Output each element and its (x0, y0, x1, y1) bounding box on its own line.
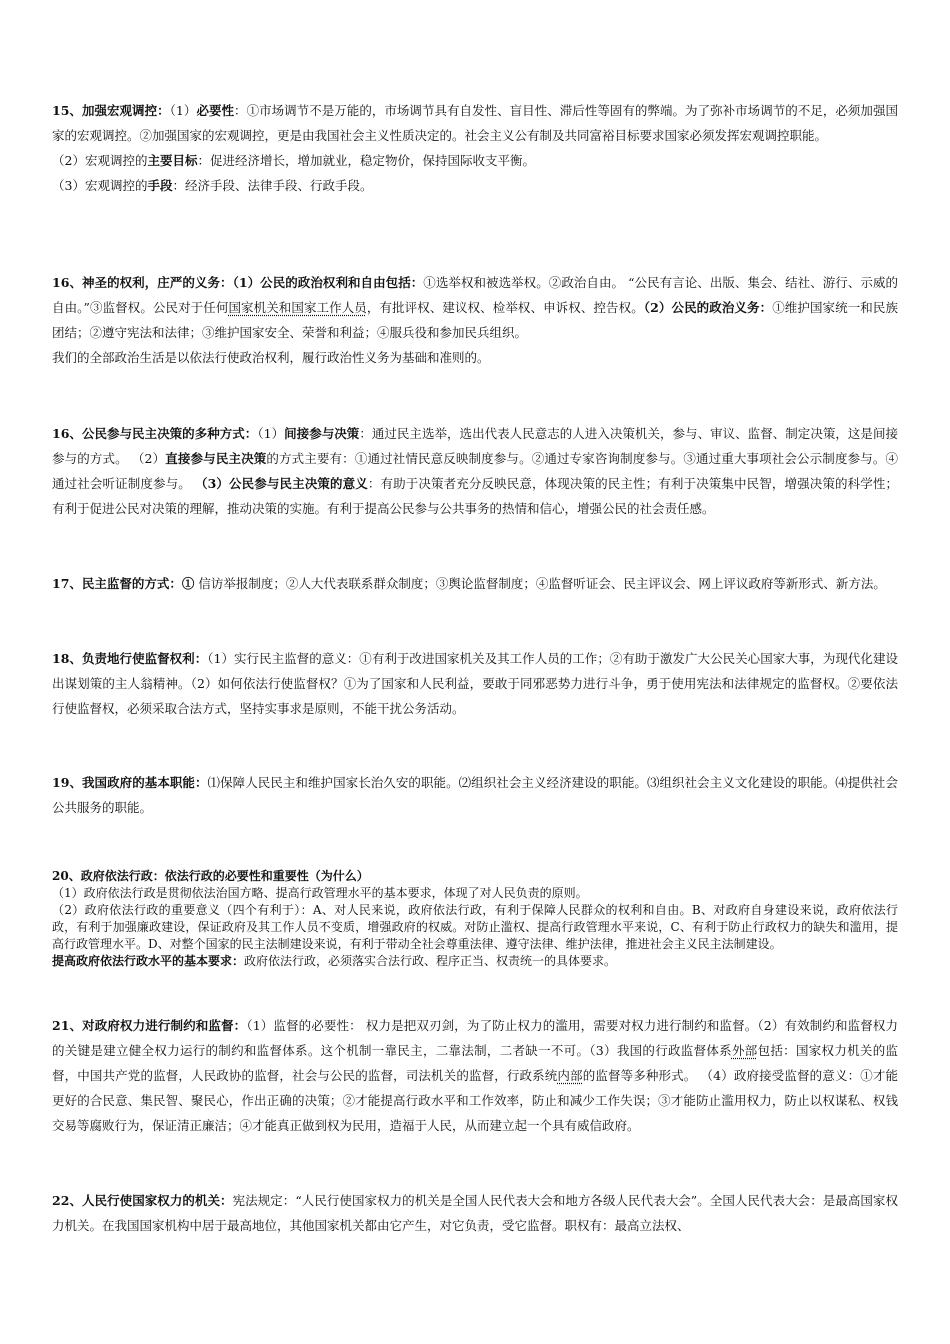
text: ：经济手段、法律手段、行政手段。 (172, 178, 373, 193)
section-16a-para-2: 我们的全部政治生活是以依法行使政治权利，履行政治性义务为基础和准则的。 (52, 350, 490, 365)
text: 政府依法行政，必须落实合法行政、程序正当、权责统一的具体要求。 (244, 954, 617, 968)
keyword: 提高政府依法行政水平的基本要求： (52, 954, 245, 968)
section-20-para-1: （1）政府依法行政是贯彻依法治国方略、提高行政管理水平的基本要求，体现了对人民负责的原则。 (52, 886, 588, 900)
section-16b-para (52, 421, 898, 521)
text: （1）监督的必要性： 权力是把双刃剑，为了防止权力的滥用，需要对权力进行制约和监督。（2）有效制约和监督权力的关键是建立健全权力运行的制约和监督体系。这个机制一靠民主，二靠法制，二者缺一不可。（3）我国的行政监督体系 (52, 1018, 898, 1058)
text: 信访举报制度；②人大代表联系群众制度；③舆论监督制度；④监督听证会、民主评议会、网上评议政府等新形式、新方法。 (194, 576, 886, 591)
section-15-title: 15、加强宏观调控： (52, 103, 170, 118)
section-15-para-1 (52, 98, 898, 148)
text: （1） (169, 103, 197, 118)
text: ：有助于决策者充分反映民意，体现决策的民主性；有利于决策集中民智，增强决策的科学性；有利于促进公民对决策的理解，推动决策的实施。有利于提高公民参与公共事务的热情和信心，增强公民的社会责任感。 (52, 476, 898, 516)
section-20 (52, 868, 898, 970)
underlined-text: 外部 (731, 1043, 758, 1058)
section-21 (52, 1013, 898, 1138)
section-15-para-2 (52, 148, 898, 173)
section-17-para (52, 571, 898, 596)
section-21-title: 21、对政府权力进行制约和监督： (52, 1018, 247, 1033)
text: ，有批评权、建议权、检举权、申诉权、控告权。 (366, 300, 644, 315)
section-15 (52, 98, 898, 198)
keyword: 直接参与民主决策 (165, 451, 267, 466)
section-19 (52, 770, 898, 820)
section-20-para-2: （2）政府依法行政的重要意义（四个有利于）：A、对人民来说，政府依法行政，有利于保障人民群众的权利和自由。B、对政府自身建设来说，政府依法行政，有利于加强廉政建设，保证政府及其工作人员不变质，增强政府的权威。对防止滥权、提高行政管理水平来说，C、有利于防止行政权力的缺失和滥用，提高行政管理水平。D、对整个国家的民主法制建设来说，有利于带动全社会尊重法律、遵守法律、维护法律，推进社会主义民主法制建设。 (52, 903, 898, 951)
keyword: 手段 (147, 178, 173, 193)
keyword: 主要目标 (147, 153, 198, 168)
text: ：通过民主选举，选出代表人民意志的人进入决策机关，参与、审议、监督、制定决策，这是间接参与的方式。 （2） (52, 426, 898, 466)
section-20-title: 20、政府依法行政：依法行政的必要性和重要性（为什么） (52, 869, 369, 883)
section-18 (52, 646, 898, 721)
section-16a-title: 16、神圣的权利，庄严的义务：（1）公民的政治权利和自由包括： (52, 275, 424, 290)
underlined-text: 内部 (557, 1068, 583, 1083)
keyword: （3）公民参与民主决策的意义 (194, 476, 368, 491)
keyword: 必要性 (196, 103, 235, 118)
text: ⑴保障人民民主和维护国家长治久安的职能。⑵组织社会主义经济建设的职能。⑶组织社会主义文化建设的职能。⑷提供社会公共服务的职能。 (52, 775, 898, 815)
text: ：①市场调节不是万能的，市场调节具有自发性、盲目性、滞后性等固有的弊端。为了弥补市场调节的不足，必须加强国家的宏观调控。②加强国家的宏观调控，更是由我国社会主义性质决定的。社会主义公有制及共同富裕目标要求国家必须发挥宏观调控职能。 (52, 103, 898, 143)
section-20-para-3 (52, 953, 898, 970)
section-22 (52, 1188, 898, 1238)
text: ①维护国家统一和民族团结；②遵守宪法和法律；③维护国家安全、荣誉和利益；④服兵役和参加民兵组织。 (52, 300, 898, 340)
section-16a (52, 270, 898, 370)
text: 的监督等多种形式。 （4）政府接受监督的意义：①才能更好的合民意、集民智、聚民心，作出正确的决策；②才能提高行政水平和工作效率，防止和减少工作失误；③才能防止滥用权力，防止以权谋私、权钱交易等腐败行为，保证清正廉洁；④才能真正做到权为民用，造福于人民，从而建立起一个具有威信政府。 (52, 1068, 898, 1133)
section-16b (52, 421, 898, 521)
underlined-text: 国家机关和国家工作人员 (228, 300, 367, 315)
section-16b-title: 16、公民参与民主决策的多种方式： (52, 426, 258, 441)
text: 的方式主要有：①通过社情民意反映制度参与。②通过专家咨询制度参与。③通过重大事项社会公示制度参与。④通过社会听证制度参与。 (52, 451, 898, 491)
text: （3）宏观调控的 (52, 178, 148, 193)
section-18-para (52, 646, 898, 721)
section-21-para (52, 1013, 898, 1138)
text: 宪法规定：“人民行使国家权力的机关是全国人民代表大会和地方各级人民代表大会”。全国人民代表大会：是最高国家权力机关。在我国国家机构中居于最高地位，其他国家机关都由它产生，对它负责，受它监督。职权有：最高立法权、 (52, 1193, 898, 1233)
section-22-title: 22、人民行使国家权力的机关： (52, 1193, 233, 1208)
text: 包括：国家权力机关的监督，中国共产党的监督，人民政协的监督，社会与公民的监督，司法机关的监督，行政系统 (52, 1043, 898, 1083)
text: （1）实行民主监督的意义：①有利于改进国家机关及其工作人员的工作；②有助于激发广大公民关心国家大事，为现代化建设出谋划策的主人翁精神。（2）如何依法行使监督权？①为了国家和人民利益，要敢于同邪恶势力进行斗争，勇于使用宪法和法律规定的监督权。②要依法行使监督权，必须采取合法方式，坚持实事求是原则，不能干扰公务活动。 (52, 651, 898, 716)
keyword: （2）公民的政治义务： (643, 300, 773, 315)
text: ：促进经济增长，增加就业，稳定物价，保持国际收支平衡。 (197, 153, 535, 168)
section-19-para (52, 770, 898, 820)
section-15-para-3 (52, 173, 898, 198)
section-22-para (52, 1188, 898, 1238)
section-16a-para-1 (52, 270, 898, 345)
text: （1） (257, 426, 285, 441)
section-19-title: 19、我国政府的基本职能： (52, 775, 208, 790)
section-17 (52, 571, 898, 596)
text: ①选举权和被选举权。②政治自由。 “公民有言论、出版、集会、结社、游行、示威的自由。”③监督权。公民对于任何 (52, 275, 898, 315)
text: （2）宏观调控的 (52, 153, 148, 168)
keyword: 间接参与决策 (284, 426, 360, 441)
section-18-title: 18、负责地行使监督权利： (52, 651, 208, 666)
section-17-title: 17、民主监督的方式：① (52, 576, 195, 591)
